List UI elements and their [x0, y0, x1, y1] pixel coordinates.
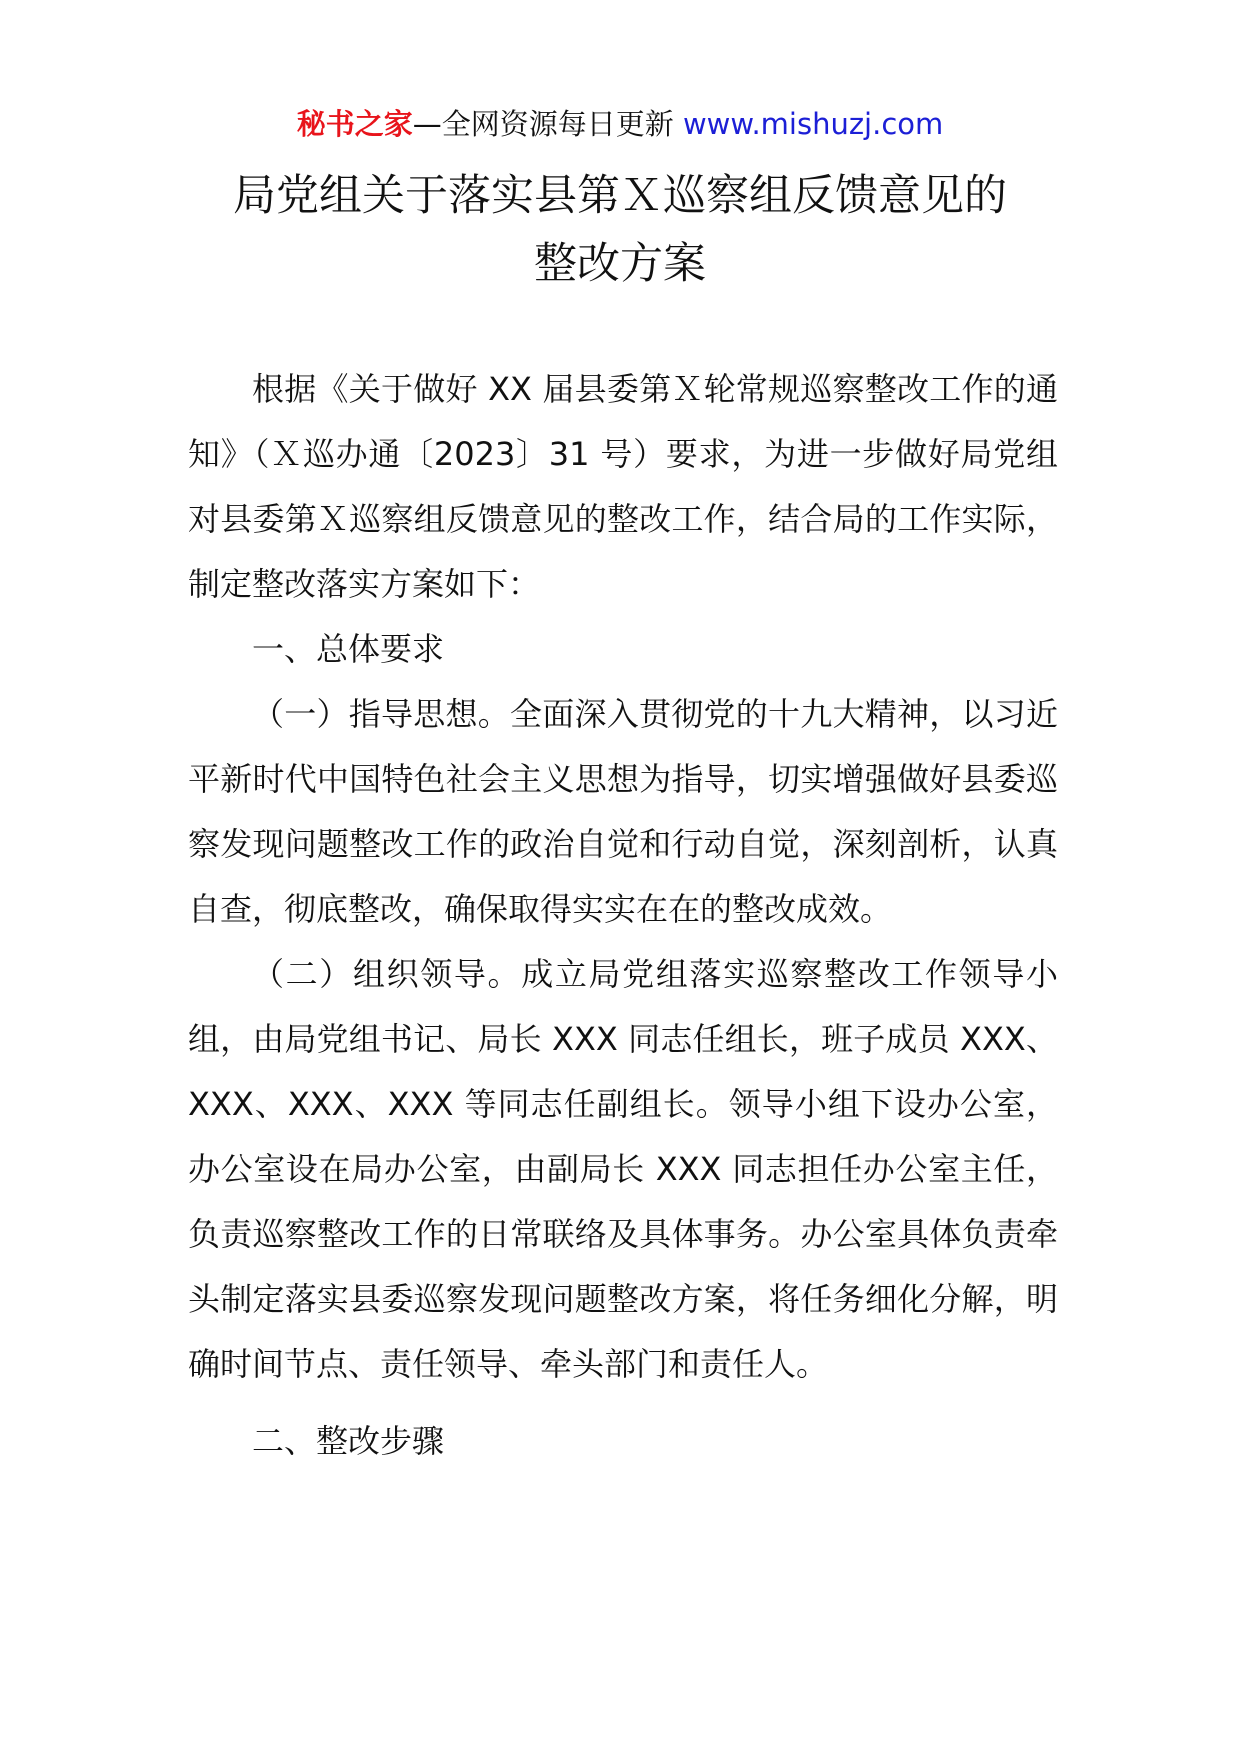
guiding-thought-paragraph: （一）指导思想。全面深入贯彻党的十九大精神，以习近平新时代中国特色社会主义思想为指导，切实增强做好县委巡察发现问题整改工作的政治自觉和行动自觉，深刻剖析，认真自查，彻底整改，确保取得实实在在的整改成效。 [188, 695, 1058, 928]
section-spacer [188, 1397, 1058, 1409]
title-line-1: 局党组关于落实县第Ｘ巡察组反馈意见的 [233, 171, 1007, 221]
site-url-link[interactable]: www.mishuzj.com [682, 107, 944, 141]
brand-name: 秘书之家 [296, 107, 413, 141]
document-title [120, 162, 1120, 298]
header-tagline: —全网资源每日更新 [412, 107, 674, 141]
section-heading-2: 二、整改步骤 [252, 1422, 445, 1460]
title-line-2: 整改方案 [534, 239, 706, 289]
organization-leadership-paragraph: （二）组织领导。成立局党组落实巡察整改工作领导小组，由局党组书记、局长 XXX 同志任组长，班子成员 XXX、XXX、XXX、XXX 等同志任副组长。领导小组下设办公室，办公室设在局办公室，由副局长 XXX 同志担任办公室主任，负责巡察整改工作的日常联络及具体事务。办公室具体负责牵头制定落实县委巡察发现问题整改方案，将任务细化分解，明确时间节点、责任领导、牵头部门和责任人。 [188, 955, 1058, 1383]
section-heading-1: 一、总体要求 [252, 630, 445, 668]
site-header [0, 104, 1240, 144]
document-body [188, 357, 1058, 1474]
intro-paragraph: 根据《关于做好 XX 届县委第Ｘ轮常规巡察整改工作的通知》（Ｘ巡办通〔2023〕31 号）要求，为进一步做好局党组对县委第Ｘ巡察组反馈意见的整改工作，结合局的工作实际，制定整改落实方案如下： [188, 370, 1058, 603]
